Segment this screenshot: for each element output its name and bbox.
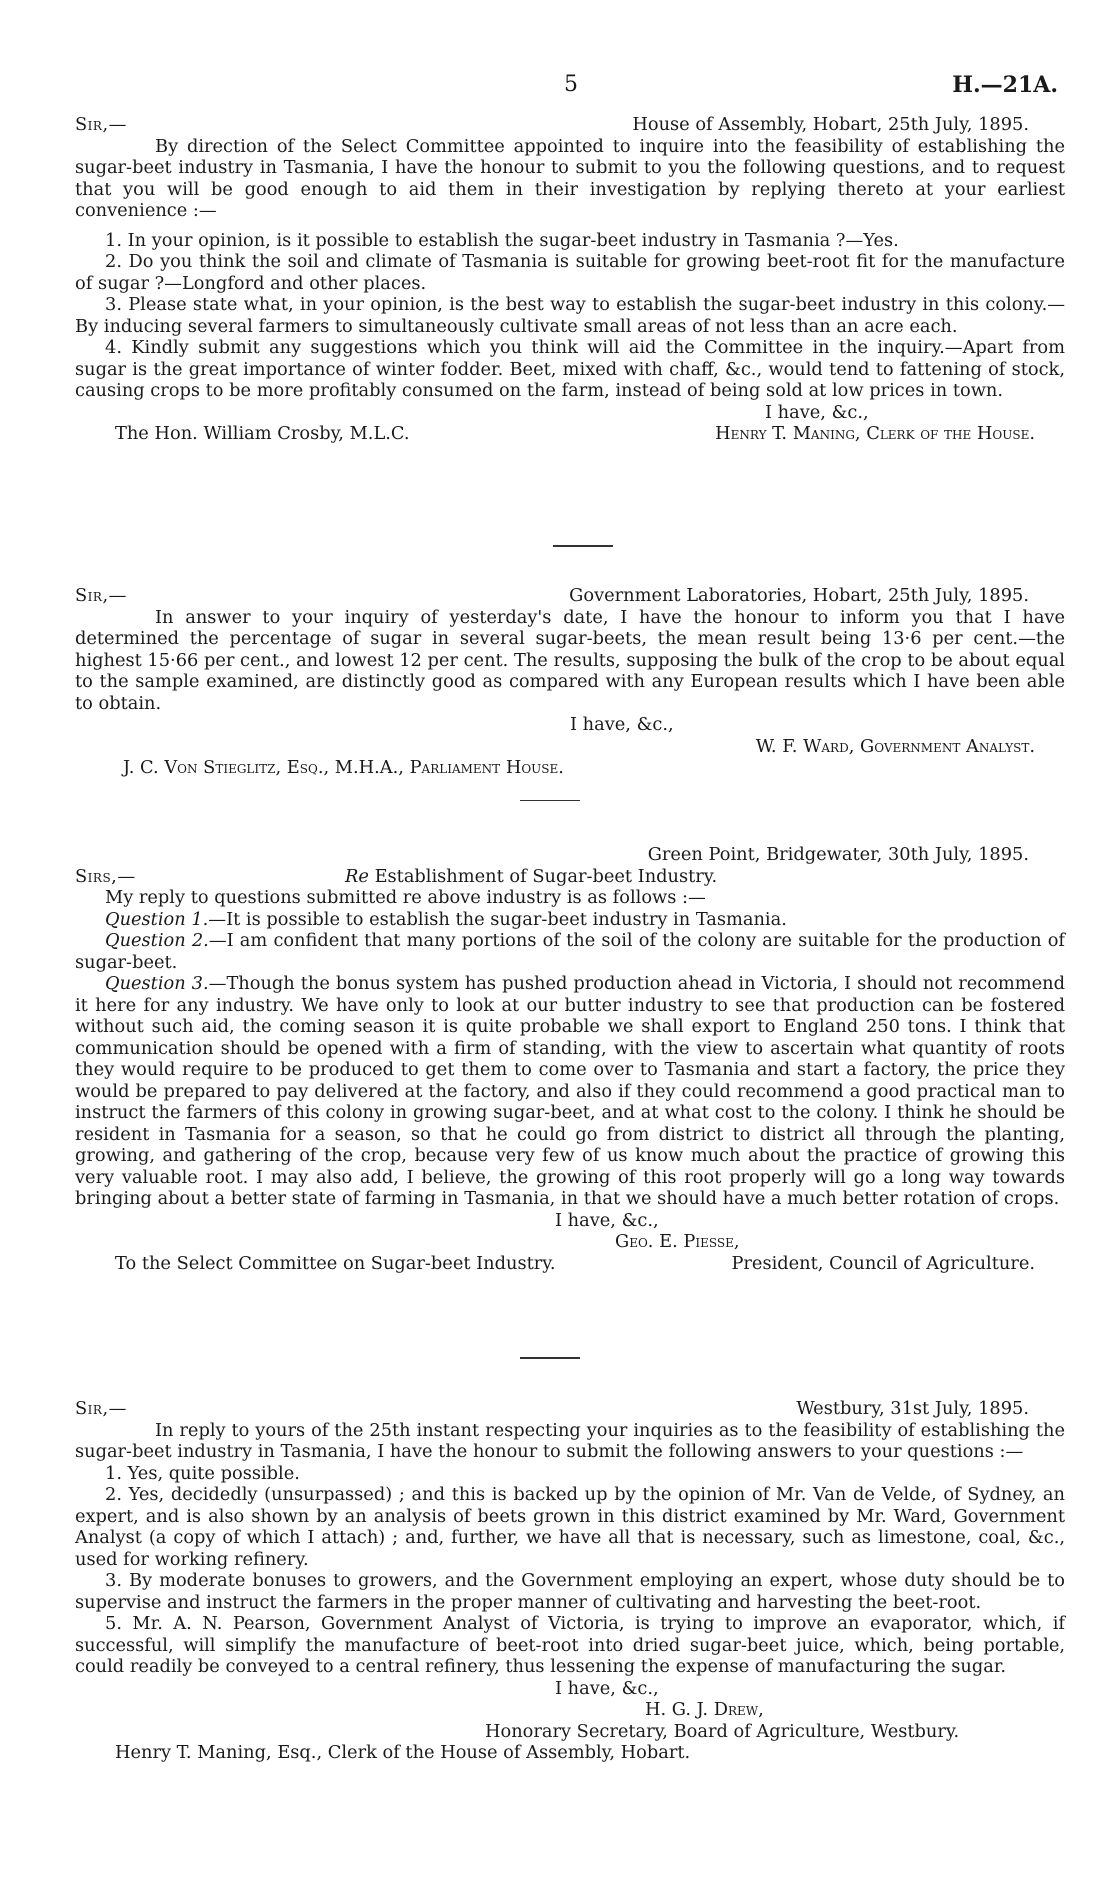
- closing: I have, &c.,: [570, 714, 674, 735]
- question-3-reply: Question 3.—Though the bonus system has pushed production ahead in Victoria, I should not recommend it here for any industry. We have only to look at our butter industry to see that production can be fostered without such aid, the coming season it is quite probable we shall export to England 250 tons. I think that communication should be opened with a firm of standing, with the view to ascertain what quantity of roots they would require to be produced to get them to come over to Tasmania and start a factory, the price they would be prepared to pay delivered at the factory, and also if they could recommend a good practical man to instruct the farmers of this colony in growing sugar-beet, and at what cost to the colony. I think he should be resident in Tasmania for a season, so that he could go from district to district all through the planting, growing, and gathering of the crop, because very few of us know much about the practice of growing this very valuable root. I may also add, I believe, the growing of this root properly will go a long way towards bringing about a better state of farming in Tasmania, in that we should have a much better rotation of crops.: [75, 973, 1065, 1209]
- letter-assembly: [75, 114, 1065, 445]
- letter-intro: By direction of the Select Committee appointed to inquire into the feasibility of establishing the sugar-beet industry in Tasmania, I have the honour to submit to you the following questions, and to request that you will be good enough to aid them in their investigation by replying thereto at your earliest convenience :—: [75, 135, 1065, 221]
- page-header: [0, 72, 1114, 102]
- addressee: The Hon. William Crosby, M.L.C.: [115, 423, 410, 444]
- dateline: House of Assembly, Hobart, 25th July, 1895.: [632, 114, 1029, 135]
- salutation: Sir,—: [75, 585, 127, 606]
- question-label: Question 1.: [105, 908, 209, 930]
- signature: H. G. J. Drew,: [645, 1699, 764, 1720]
- question-2: 2. Do you think the soil and climate of Tasmania is suitable for growing beet-root fit for the manufacture of sugar ?—Longford and other places.: [75, 251, 1065, 294]
- question-4: 4. Kindly submit any suggestions which you think will aid the Committee in the inquiry.—Apart from sugar is the great importance of winter fodder. Beet, mixed with chaff, &c., would tend to fattening of stock, causing crops to be more profitably consumed on the farm, instead of being sold at low prices in town.: [75, 337, 1065, 401]
- closing: I have, &c.,: [765, 401, 869, 423]
- signature: Geo. E. Piesse,: [615, 1231, 740, 1252]
- question-label: Question 3.: [105, 973, 209, 994]
- signature: W. F. Ward, Government Analyst.: [755, 735, 1035, 757]
- page-number: 5: [564, 72, 578, 97]
- dateline: Government Laboratories, Hobart, 25th July, 1895.: [569, 585, 1029, 606]
- signature: Henry T. Maning, Clerk of the House.: [715, 423, 1035, 444]
- closing: I have, &c.,: [555, 1209, 659, 1231]
- section-divider: [520, 800, 580, 801]
- question-1: 1. In your opinion, is it possible to establish the sugar-beet industry in Tasmania ?—Yes.: [105, 229, 899, 251]
- question-3: 3. Please state what, in your opinion, is the best way to establish the sugar-beet industry in this colony.—By inducing several farmers to simultaneously cultivate small areas of not less than an acre each.: [75, 294, 1065, 337]
- addressee: J. C. Von Stieglitz, Esq., M.H.A., Parliament House.: [123, 757, 564, 778]
- salutation: Sir,—: [75, 1398, 127, 1419]
- section-divider: [520, 1357, 580, 1359]
- salutation: Sir,—: [75, 114, 127, 135]
- letter-westbury: [75, 1398, 1065, 1764]
- re-subject: Establishment of Sugar-beet Industry.: [374, 865, 718, 887]
- salutation: Sirs,—: [75, 865, 136, 887]
- letter-green-point: [75, 844, 1065, 1274]
- answer-2: 2. Yes, decidedly (unsurpassed) ; and this is backed up by the opinion of Mr. Van de Velde, of Sydney, an expert, and is also shown by an analysis of beets grown in this district examined by Mr. Ward, Government Analyst (a copy of which I attach) ; and, further, we have all that is necessary, such as limestone, coal, &c., used for working refinery.: [75, 1484, 1065, 1570]
- answer-5: 5. Mr. A. N. Pearson, Government Analyst of Victoria, is trying to improve an evaporator, which, if successful, will simplify the manufacture of beet-root into dried sugar-beet juice, which, being portable, could readily be conveyed to a central refinery, thus lessening the expense of manufacturing the sugar.: [75, 1613, 1065, 1677]
- question-label: Question 2.: [105, 930, 209, 951]
- dateline: Westbury, 31st July, 1895.: [796, 1398, 1029, 1419]
- answer-1: 1. Yes, quite possible.: [105, 1462, 300, 1484]
- document-reference: H.—21A.: [952, 72, 1058, 98]
- question-1-reply: Question 1.—It is possible to establish the sugar-beet industry in Tasmania.: [105, 908, 787, 930]
- signatory-title: President, Council of Agriculture.: [731, 1252, 1035, 1274]
- re-prefix: Re: [345, 865, 369, 887]
- letter-intro: My reply to questions submitted re above industry is as follows :—: [105, 887, 706, 908]
- section-divider: [553, 545, 613, 547]
- letter-intro: In reply to yours of the 25th instant respecting your inquiries as to the feasibility of establishing the sugar-beet industry in Tasmania, I have the honour to submit the following answers to your questions :—: [75, 1419, 1065, 1462]
- question-2-reply: Question 2.—I am confident that many portions of the soil of the colony are suitable for the production of sugar-beet.: [75, 930, 1065, 973]
- addressee: To the Select Committee on Sugar-beet Industry.: [115, 1252, 556, 1274]
- closing: I have, &c.,: [555, 1677, 659, 1699]
- letter-body: In answer to your inquiry of yesterday's date, I have the honour to inform you that I have determined the percentage of sugar in several sugar-beets, the mean result being 13·6 per cent.—the highest 15·66 per cent., and lowest 12 per cent. The results, supposing the bulk of the crop to be about equal to the sample examined, are distinctly good as compared with any European results which I have been able to obtain.: [75, 606, 1065, 714]
- signatory-title: Honorary Secretary, Board of Agriculture, Westbury.: [485, 1720, 960, 1742]
- dateline: Green Point, Bridgewater, 30th July, 1895.: [647, 844, 1029, 865]
- addressee: Henry T. Maning, Esq., Clerk of the House of Assembly, Hobart.: [115, 1742, 691, 1763]
- letter-laboratories: [75, 585, 1065, 779]
- answer-3: 3. By moderate bonuses to growers, and the Government employing an expert, whose duty should be to supervise and instruct the farmers in the proper manner of cultivating and harvesting the beet-root.: [75, 1570, 1065, 1613]
